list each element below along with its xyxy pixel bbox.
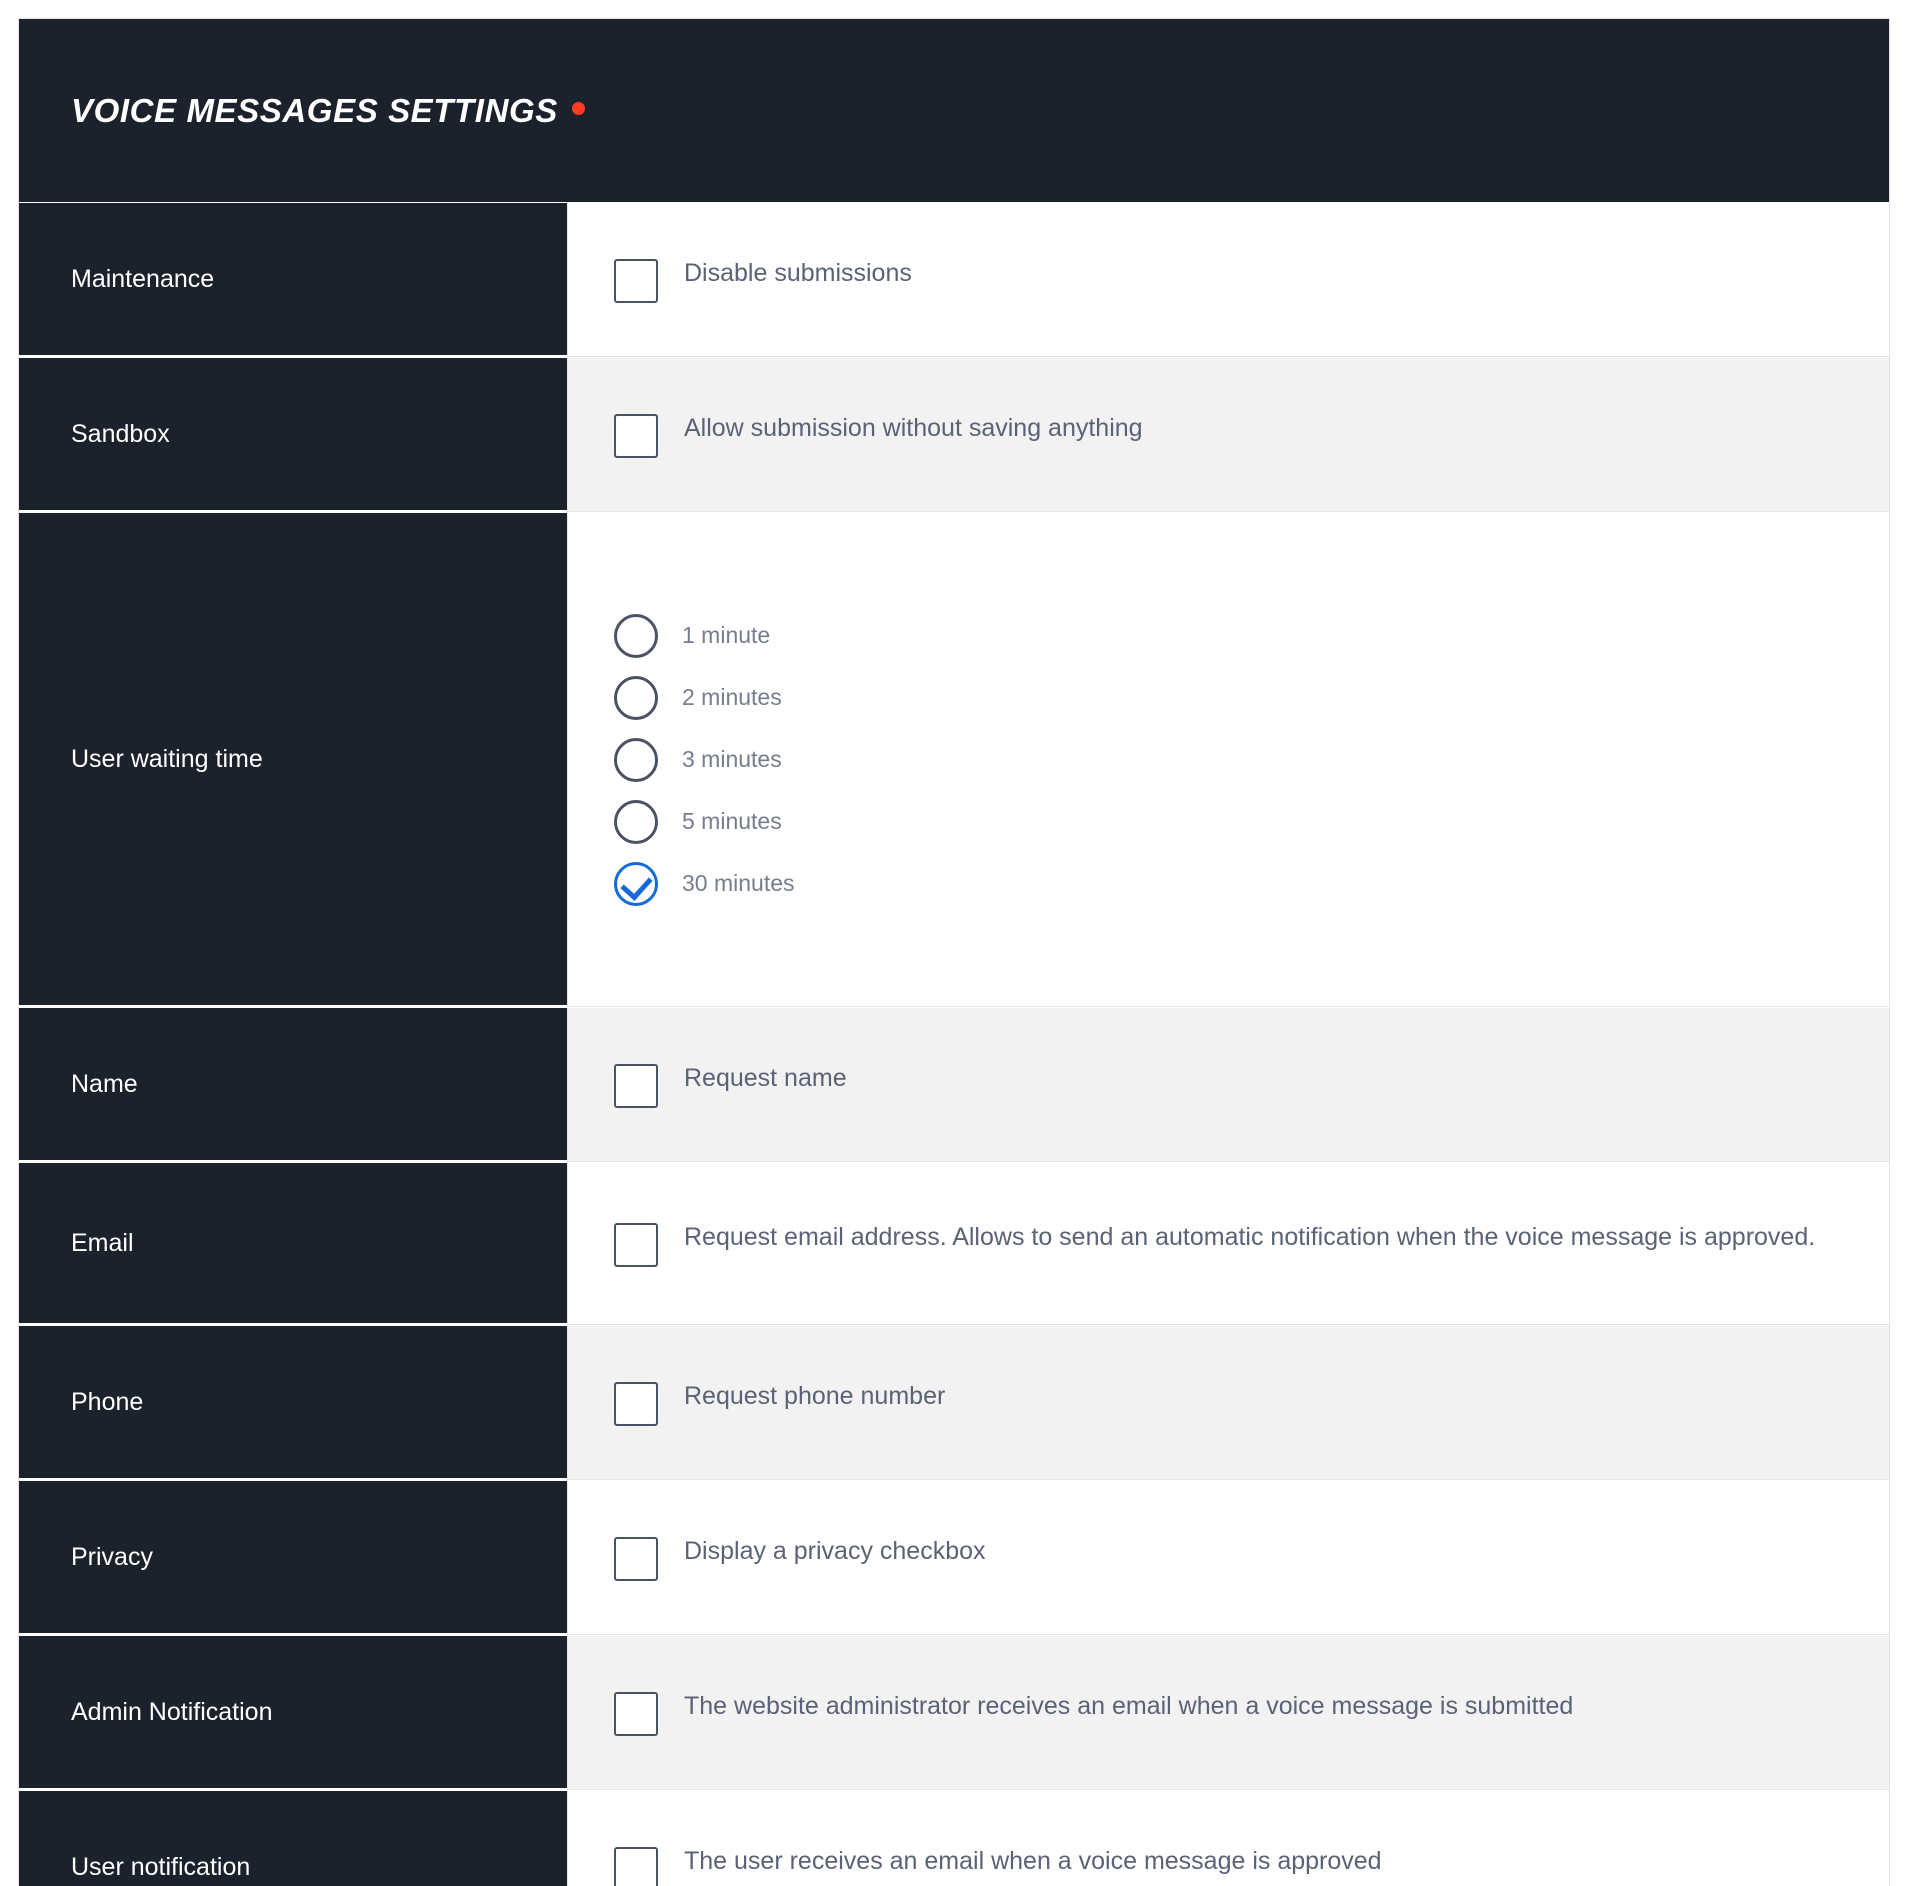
setting-row-phone bbox=[19, 1325, 1889, 1480]
option-label-admin-notification: The website administrator receives an email when a voice message is submitted bbox=[684, 1691, 1574, 1720]
checkbox-request-phone[interactable] bbox=[614, 1382, 658, 1426]
radio-option-2-minutes[interactable] bbox=[614, 676, 795, 720]
option-allow-submission-without-saving[interactable] bbox=[614, 412, 1143, 458]
row-body-admin-notification bbox=[567, 1636, 1889, 1790]
row-label-name: Name bbox=[19, 1008, 567, 1162]
radio-option-3-minutes[interactable] bbox=[614, 738, 795, 782]
option-admin-notification[interactable] bbox=[614, 1690, 1573, 1736]
checkbox-disable-submissions[interactable] bbox=[614, 259, 658, 303]
option-display-privacy-checkbox[interactable] bbox=[614, 1535, 986, 1581]
setting-row-user-waiting-time bbox=[19, 512, 1889, 1007]
checkbox-request-name[interactable] bbox=[614, 1064, 658, 1108]
option-user-notification[interactable] bbox=[614, 1845, 1382, 1886]
row-body-maintenance bbox=[567, 203, 1889, 357]
radio-icon-1-minute[interactable] bbox=[614, 614, 658, 658]
radio-group-user-waiting-time bbox=[614, 562, 795, 958]
row-label-privacy: Privacy bbox=[19, 1481, 567, 1635]
radio-label-30-minutes: 30 minutes bbox=[682, 870, 795, 896]
radio-label-5-minutes: 5 minutes bbox=[682, 808, 782, 834]
row-body-user-notification bbox=[567, 1791, 1889, 1886]
row-body-name bbox=[567, 1008, 1889, 1162]
radio-icon-2-minutes[interactable] bbox=[614, 676, 658, 720]
radio-option-1-minute[interactable] bbox=[614, 614, 795, 658]
checkbox-request-email[interactable] bbox=[614, 1223, 658, 1267]
row-body-email bbox=[567, 1163, 1889, 1325]
option-label-user-notification: The user receives an email when a voice message is approved bbox=[684, 1846, 1382, 1875]
row-label-phone: Phone bbox=[19, 1326, 567, 1480]
page-title-text: VOICE MESSAGES SETTINGS bbox=[71, 91, 558, 129]
row-body-user-waiting-time bbox=[567, 513, 1889, 1007]
option-label-request-phone: Request phone number bbox=[684, 1381, 946, 1410]
checkbox-allow-submission-without-saving[interactable] bbox=[614, 414, 658, 458]
setting-row-email bbox=[19, 1162, 1889, 1325]
setting-row-maintenance bbox=[19, 202, 1889, 357]
page-title bbox=[71, 92, 585, 130]
row-label-admin-notification: Admin Notification bbox=[19, 1636, 567, 1790]
row-label-sandbox: Sandbox bbox=[19, 358, 567, 512]
checkbox-admin-notification[interactable] bbox=[614, 1692, 658, 1736]
option-disable-submissions[interactable] bbox=[614, 257, 912, 303]
option-label-request-email: Request email address. Allows to send an automatic notification when the voice message is approved. bbox=[684, 1222, 1816, 1251]
panel-header bbox=[19, 19, 1889, 202]
radio-label-1-minute: 1 minute bbox=[682, 622, 771, 648]
radio-label-3-minutes: 3 minutes bbox=[682, 746, 782, 772]
radio-option-30-minutes[interactable] bbox=[614, 862, 795, 906]
voice-messages-settings-panel bbox=[18, 18, 1890, 1886]
setting-row-privacy bbox=[19, 1480, 1889, 1635]
setting-row-user-notification bbox=[19, 1790, 1889, 1886]
row-label-maintenance: Maintenance bbox=[19, 203, 567, 357]
option-label-display-privacy-checkbox: Display a privacy checkbox bbox=[684, 1536, 986, 1565]
setting-row-sandbox bbox=[19, 357, 1889, 512]
setting-row-admin-notification bbox=[19, 1635, 1889, 1790]
status-dot-icon bbox=[572, 102, 585, 115]
row-label-email: Email bbox=[19, 1163, 567, 1325]
setting-row-name bbox=[19, 1007, 1889, 1162]
option-label-allow-submission-without-saving: Allow submission without saving anything bbox=[684, 413, 1143, 442]
option-label-request-name: Request name bbox=[684, 1063, 847, 1092]
option-request-email[interactable] bbox=[614, 1221, 1815, 1267]
option-request-name[interactable] bbox=[614, 1062, 847, 1108]
radio-icon-30-minutes[interactable] bbox=[614, 862, 658, 906]
radio-label-2-minutes: 2 minutes bbox=[682, 684, 782, 710]
row-label-user-notification: User notification bbox=[19, 1791, 567, 1886]
row-body-sandbox bbox=[567, 358, 1889, 512]
option-request-phone[interactable] bbox=[614, 1380, 945, 1426]
row-body-privacy bbox=[567, 1481, 1889, 1635]
radio-icon-3-minutes[interactable] bbox=[614, 738, 658, 782]
row-label-user-waiting-time: User waiting time bbox=[19, 513, 567, 1007]
row-body-phone bbox=[567, 1326, 1889, 1480]
radio-option-5-minutes[interactable] bbox=[614, 800, 795, 844]
radio-icon-5-minutes[interactable] bbox=[614, 800, 658, 844]
checkbox-user-notification[interactable] bbox=[614, 1847, 658, 1886]
option-label-disable-submissions: Disable submissions bbox=[684, 258, 912, 287]
checkbox-display-privacy-checkbox[interactable] bbox=[614, 1537, 658, 1581]
